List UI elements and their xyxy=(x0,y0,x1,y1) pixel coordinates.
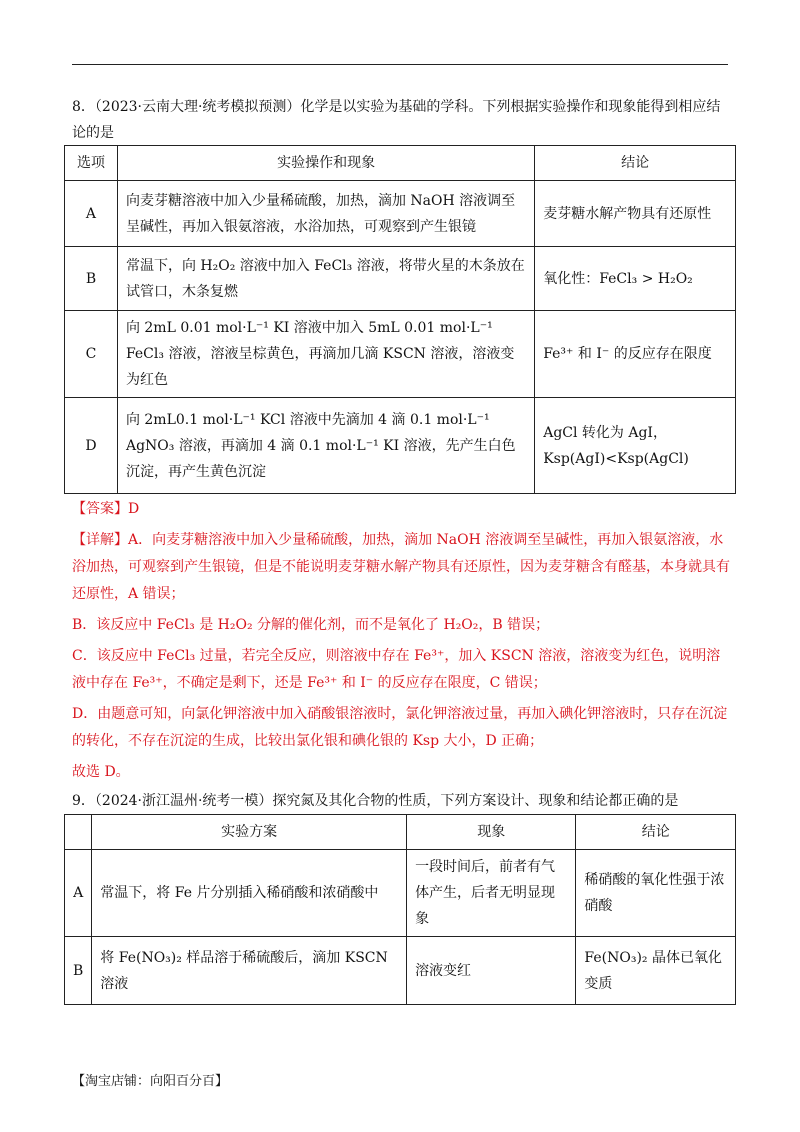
option-cell: A xyxy=(65,181,118,247)
table-row xyxy=(65,937,736,1005)
header-rule xyxy=(72,64,728,65)
explanation-c: C．该反应中 FeCl₃ 过量，若完全反应，则溶液中存在 Fe³⁺，加入 KSCN 溶液，溶液变为红色，说明溶液中存在 Fe³⁺，不确定是剩下，还是 Fe³⁺ 和 I⁻ 的反应存在限度，C 错误； xyxy=(72,648,721,691)
explanation-d: D．由题意可知，向氯化钾溶液中加入硝酸银溶液时，氯化钾溶液过量，再加入碘化钾溶液时，只存在沉淀的转化，不存在沉淀的生成，比较出氯化银和碘化银的 Ksp 大小，D 正确； xyxy=(72,706,728,749)
conclusion-cell: Fe(NO₃)₂ 晶体已氧化变质 xyxy=(576,937,736,1005)
operation-cell: 常温下，向 H₂O₂ 溶液中加入 FeCl₃ 溶液，将带火星的木条放在试管口，木条复燃 xyxy=(117,247,534,311)
header-conclusion: 结论 xyxy=(535,146,736,181)
option-cell: A xyxy=(65,850,92,937)
header-plan: 实验方案 xyxy=(92,815,407,850)
plan-cell: 将 Fe(NO₃)₂ 样品溶于稀硫酸后，滴加 KSCN 溶液 xyxy=(92,937,407,1005)
phenomenon-cell: 溶液变红 xyxy=(407,937,576,1005)
phenomenon-cell: 一段时间后，前者有气体产生，后者无明显现象 xyxy=(407,850,576,937)
conclusion-cell: 麦芽糖水解产物具有还原性 xyxy=(535,181,736,247)
header-operation: 实验操作和现象 xyxy=(117,146,534,181)
question-9-stem: 9．（2024·浙江温州·统考一模）探究氮及其化合物的性质，下列方案设计、现象和结论都正确的是 xyxy=(72,793,679,809)
header-option: 选项 xyxy=(65,146,118,181)
option-cell: B xyxy=(65,937,92,1005)
conclusion-line-1: AgCl 转化为 AgI， xyxy=(543,424,667,441)
final-choice: 故选 D。 xyxy=(72,764,130,780)
header-phenomenon: 现象 xyxy=(407,815,576,850)
header-blank xyxy=(65,815,92,850)
operation-cell: 向 2mL 0.01 mol·L⁻¹ KI 溶液中加入 5mL 0.01 mol·L⁻¹ FeCl₃ 溶液，溶液呈棕黄色，再滴加几滴 KSCN 溶液，溶液变为红色 xyxy=(117,311,534,398)
plan-cell: 常温下，将 Fe 片分别插入稀硝酸和浓硝酸中 xyxy=(92,850,407,937)
explanation-a: 【详解】A．向麦芽糖溶液中加入少量稀硫酸，加热，滴加 NaOH 溶液调至呈碱性，再加入银氨溶液，水浴加热，可观察到产生银镜，但是不能说明麦芽糖水解产物具有还原性，因为麦芽糖含有醛基，本身就具有还原性，A 错误； xyxy=(72,532,730,602)
operation-cell: 向麦芽糖溶液中加入少量稀硫酸，加热，滴加 NaOH 溶液调至呈碱性，再加入银氨溶液，水浴加热，可观察到产生银镜 xyxy=(117,181,534,247)
conclusion-cell: 稀硝酸的氧化性强于浓硝酸 xyxy=(576,850,736,937)
table-row xyxy=(65,398,736,494)
table-row xyxy=(65,247,736,311)
header-conclusion: 结论 xyxy=(576,815,736,850)
option-cell: C xyxy=(65,311,118,398)
operation-cell: 向 2mL0.1 mol·L⁻¹ KCl 溶液中先滴加 4 滴 0.1 mol·L⁻¹ AgNO₃ 溶液，再滴加 4 滴 0.1 mol·L⁻¹ KI 溶液，先产生白色沉淀，再产生黄色沉淀 xyxy=(117,398,534,494)
conclusion-cell: 氧化性：FeCl₃ > H₂O₂ xyxy=(535,247,736,311)
table-header-row xyxy=(65,146,736,181)
conclusion-cell: Fe³⁺ 和 I⁻ 的反应存在限度 xyxy=(535,311,736,398)
table-header-row xyxy=(65,815,736,850)
table-row xyxy=(65,181,736,247)
question-9-table xyxy=(64,814,736,1005)
option-cell: D xyxy=(65,398,118,494)
conclusion-cell xyxy=(535,398,736,494)
conclusion-line-2: Ksp(AgI)<Ksp(AgCl) xyxy=(543,450,689,467)
shop-footer: 【淘宝店铺：向阳百分百】 xyxy=(72,1074,229,1089)
answer-block xyxy=(72,496,732,790)
option-cell: B xyxy=(65,247,118,311)
table-row xyxy=(65,850,736,937)
table-row xyxy=(65,311,736,398)
answer-label: 【答案】D xyxy=(72,501,140,517)
explanation-b: B．该反应中 FeCl₃ 是 H₂O₂ 分解的催化剂，而不是氧化了 H₂O₂，B 错误； xyxy=(72,617,550,633)
question-8-table xyxy=(64,145,736,494)
question-8-stem: 8．（2023·云南大理·统考模拟预测）化学是以实验为基础的学科。下列根据实验操作和现象能得到相应结论的是 xyxy=(72,99,721,141)
